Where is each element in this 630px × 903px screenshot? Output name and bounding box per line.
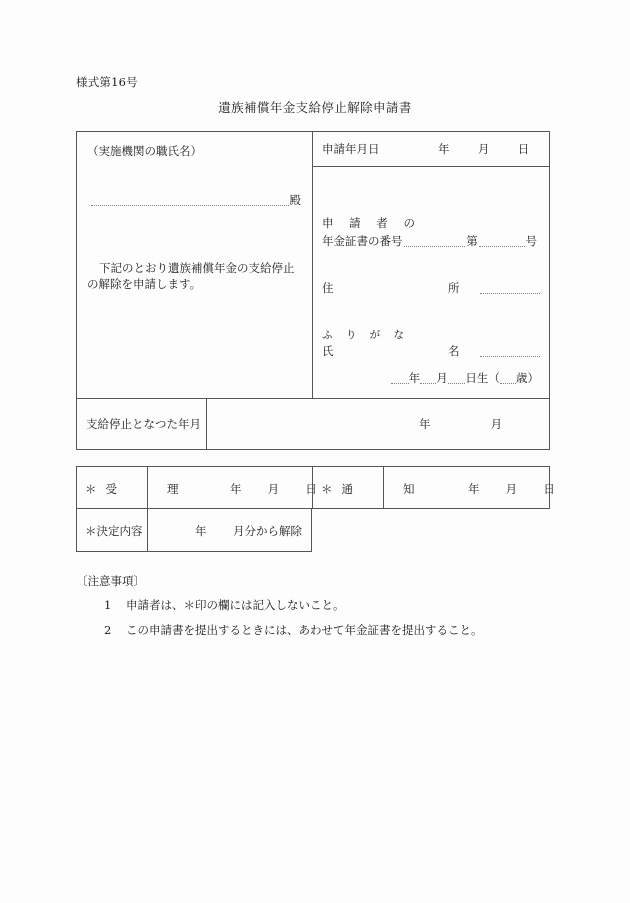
applicant-table-top-row: [77, 132, 549, 398]
decision-text: 月分から解除: [233, 524, 302, 538]
notification-day[interactable]: 日: [543, 482, 555, 496]
acceptance-year[interactable]: 年: [230, 482, 242, 496]
notification-value-cell[interactable]: [383, 466, 555, 509]
pension-certificate-label: 年金証書の番号: [322, 234, 403, 248]
suspension-date-fields[interactable]: [419, 416, 502, 432]
pension-certificate-block: [322, 215, 537, 249]
name-label: 氏 名: [322, 344, 480, 358]
applicant-info-cell: [313, 132, 549, 398]
pension-certificate-line2: [322, 233, 537, 249]
decision-date-fields[interactable]: [195, 523, 302, 539]
birth-day-input[interactable]: [448, 372, 466, 384]
office-use-table: [76, 466, 555, 552]
suspension-date-month[interactable]: 月: [490, 417, 503, 431]
acceptance-label-cell: [76, 466, 188, 509]
notification-year[interactable]: 年: [468, 482, 480, 496]
birth-month-label: 月: [436, 371, 448, 385]
pension-certificate-number-input[interactable]: [479, 235, 525, 247]
applicant-table: [76, 131, 550, 450]
notes-title: 〔注意事項〕: [76, 574, 145, 588]
birth-year-label: 年: [408, 371, 421, 385]
age-label: 歳）: [516, 371, 539, 385]
birth-date-block[interactable]: [391, 370, 539, 386]
pension-certificate-prefix-input[interactable]: [404, 235, 466, 247]
name-block: [322, 327, 540, 359]
application-date-label: 申請年月日: [322, 142, 380, 156]
application-date-fields[interactable]: [438, 141, 529, 157]
note-item: [104, 597, 556, 613]
recipient-name-input[interactable]: [91, 193, 289, 206]
applicant-info-body: [313, 167, 549, 398]
decision-value-cell[interactable]: [147, 509, 312, 552]
note-item: [104, 622, 556, 638]
suspension-date-row: [77, 398, 549, 449]
note-text: この申請書を提出するときには、あわせて年金証書を提出すること。: [126, 623, 483, 637]
notification-month[interactable]: 月: [505, 482, 518, 496]
birth-year-input[interactable]: [391, 372, 409, 384]
application-date-year[interactable]: 年: [438, 142, 450, 156]
birth-month-input[interactable]: [420, 372, 436, 384]
furigana-label: ふ り が な: [322, 329, 410, 341]
address-block: [322, 280, 540, 296]
dono-suffix: 殿: [289, 193, 301, 207]
note-number: 2: [104, 623, 112, 637]
notification-label: ＊通 知: [321, 482, 424, 496]
pension-certificate-line1: 申 請 者 の: [322, 216, 421, 230]
suspension-date-label: 支給停止となつた年月: [86, 417, 201, 431]
application-statement: 下記のとおり遺族補償年金の支給停止の解除を申請します。: [87, 261, 295, 291]
notification-date-fields[interactable]: [468, 481, 555, 497]
notification-label-cell: [312, 466, 424, 509]
suspension-date-year[interactable]: 年: [419, 417, 431, 431]
decision-label-cell: [76, 509, 147, 552]
organization-label: （実施機関の職氏名）: [87, 144, 202, 158]
note-text: 申請者は、＊印の欄には記入しないこと。: [126, 598, 345, 612]
acceptance-date-fields[interactable]: [230, 481, 317, 497]
acceptance-day[interactable]: 日: [305, 482, 317, 496]
birth-day-label: 日生（: [465, 371, 500, 385]
office-row-decision: [76, 509, 550, 552]
form-number: 様式第16号: [76, 75, 138, 89]
decision-year[interactable]: 年: [195, 524, 207, 538]
suspension-date-value-cell[interactable]: [207, 399, 549, 449]
acceptance-month[interactable]: 月: [267, 482, 280, 496]
recipient-cell: [77, 132, 313, 398]
notes-section: [76, 573, 556, 647]
office-row-acceptance-notification: [76, 466, 555, 509]
name-input[interactable]: [480, 345, 541, 357]
address-input[interactable]: [480, 282, 541, 294]
name-row: [322, 343, 540, 359]
note-number: 1: [104, 598, 112, 612]
address-label: 住 所: [322, 281, 480, 295]
acceptance-label: ＊受 理: [85, 482, 188, 496]
application-date-day[interactable]: 日: [517, 142, 530, 156]
age-input[interactable]: [500, 372, 516, 384]
application-date-row: [313, 132, 549, 167]
suspension-date-label-cell: [77, 399, 207, 449]
decision-label: ＊決定内容: [85, 524, 143, 538]
pension-certificate-dai: 第: [466, 234, 478, 248]
application-date-month[interactable]: 月: [477, 142, 490, 156]
pension-certificate-gou: 号: [525, 234, 537, 248]
decision-row-blank-area: [312, 509, 550, 552]
recipient-name-line[interactable]: [91, 192, 301, 208]
acceptance-value-cell[interactable]: [147, 466, 317, 509]
document-title: 遺族補償年金支給停止解除申請書: [218, 100, 412, 115]
